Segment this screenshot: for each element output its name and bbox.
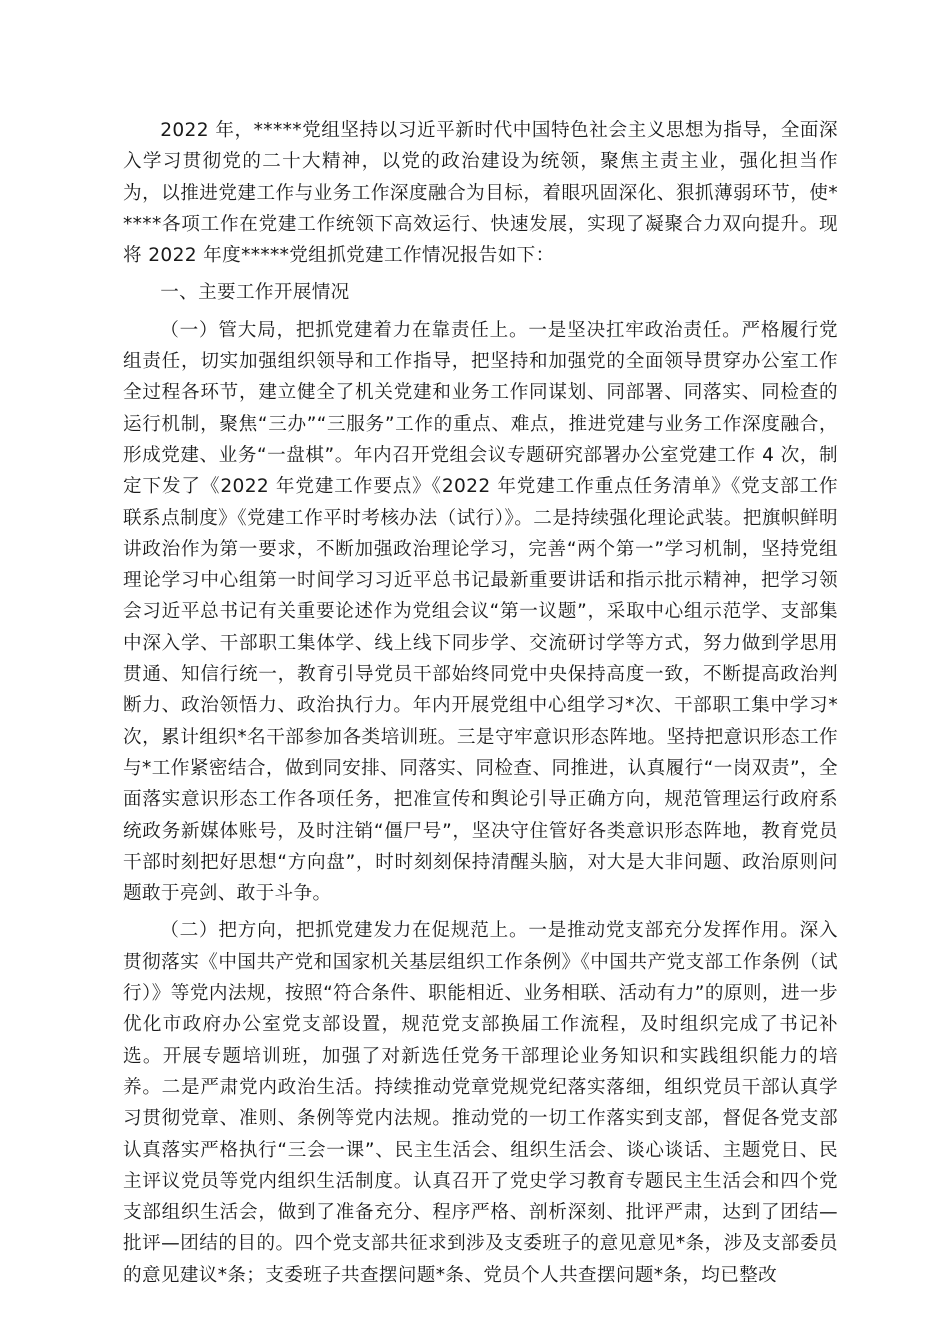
section-heading: 一、主要工作开展情况 [160,282,350,304]
body-paragraph-2: （二）把方向，把抓党建发力在促规范上。一是推动党支部充分发挥作用。深入贯彻落实《中国共产党和国家机关基层组织工作条例》《中国共产党支部工作条例（试行）》等党内法规，按照“符合条件、职能相近、业务相联、活动有力”的原则，进一步优化市政府办公室党支部设置，规范党支部换届工作流程，及时组织完成了书记补选。开展专题培训班，加强了对新选任党务干部理论业务知识和实践组织能力的培养。二是严肃党内政治生活。持续推动党章党规党纪落实落细，组织党员干部认真学习贯彻党章、准则、条例等党内法规。推动党的一切工作落实到支部，督促各党支部认真落实严格执行“三会一课”、民主生活会、组织生活会、谈心谈话、主题党日、民主评议党员等党内组织生活制度。认真召开了党史学习教育专题民主生活会和四个党支部组织生活会，做到了准备充分、程序严格、剖析深刻、批评严肃，达到了团结—批评—团结的目的。四个党支部共征求到涉及支委班子的意见意见*条，涉及支部委员的意见建议*条；支委班子共查摆问题*条、党员个人共查摆问题*条，均已整改 [123,920,838,1286]
intro-paragraph: 2022 年，*****党组坚持以习近平新时代中国特色社会主义思想为指导，全面深入学习贯彻党的二十大精神，以党的政治建设为统领，聚焦主责主业，强化担当作为，以推进党建工作与业务工作深度融合为目标，着眼巩固深化、狠抓薄弱环节，使*****各项工作在党建工作统领下高效运行、快速发展，实现了凝聚合力双向提升。现将 2022 年度*****党组抓党建工作情况报告如下： [123,120,838,267]
body-paragraph-1: （一）管大局，把抓党建着力在靠责任上。一是坚决扛牢政治责任。严格履行党组责任，切实加强组织领导和工作指导，把坚持和加强党的全面领导贯穿办公室工作全过程各环节，建立健全了机关党建和业务工作同谋划、同部署、同落实、同检查的运行机制，聚焦“三办”“三服务”工作的重点、难点，推进党建与业务工作深度融合，形成党建、业务“一盘棋”。年内召开党组会议专题研究部署办公室党建工作 4 次，制定下发了《2022 年党建工作要点》《2022 年党建工作重点任务清单》《党支部工作联系点制度》《党建工作平时考核办法（试行）》。二是持续强化理论武装。把旗帜鲜明讲政治作为第一要求，不断加强政治理论学习，完善“两个第一”学习机制，坚持党组理论学习中心组第一时间学习习近平总书记最新重要讲话和指示批示精神，把学习领会习近平总书记有关重要论述作为党组会议“第一议题”，采取中心组示范学、支部集中深入学、干部职工集体学、线上线下同步学、交流研讨学等方式，努力做到学思用贯通、知信行统一，教育引导党员干部始终同党中央保持高度一致，不断提高政治判断力、政治领悟力、政治执行力。年内开展党组中心组学习*次、干部职工集中学习*次，累计组织*名干部参加各类培训班。三是守牢意识形态阵地。坚持把意识形态工作与*工作紧密结合，做到同安排、同落实、同检查、同推进，认真履行“一岗双责”，全面落实意识形态工作各项任务，把准宣传和舆论引导正确方向，规范管理运行政府系统政务新媒体账号，及时注销“僵尸号”，坚决守住管好各类意识形态阵地，教育党员干部时刻把好思想“方向盘”，时时刻刻保持清醒头脑，对大是大非问题、政治原则问题敢于亮剑、敢于斗争。 [123,319,838,905]
document-body [123,115,838,1297]
